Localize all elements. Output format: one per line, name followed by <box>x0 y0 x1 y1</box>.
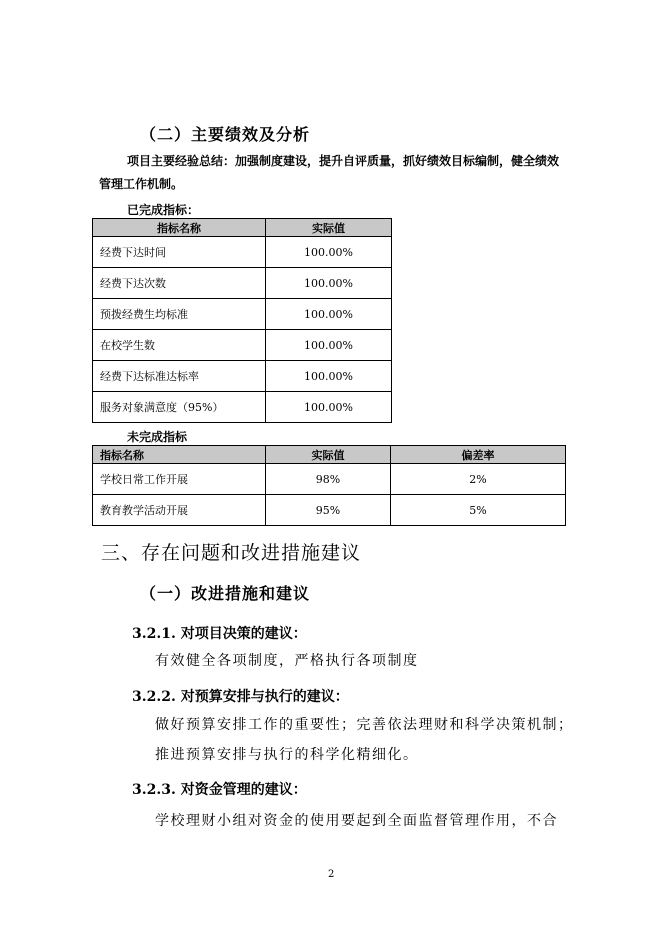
section-title: （二）主要绩效及分析 <box>140 125 311 144</box>
cell-name: 经费下达标准达标率 <box>93 361 266 392</box>
cell-value: 95% <box>266 495 391 526</box>
cell-deviation: 2% <box>391 464 566 495</box>
item-body-line: 有效健全各项制度，严格执行各项制度 <box>155 653 419 669</box>
item-body-line: 学校理财小组对资金的使用要起到全面监督管理作用，不合 <box>155 813 558 829</box>
table-header-row <box>93 446 566 464</box>
table-row <box>93 361 392 392</box>
table-row <box>93 464 566 495</box>
cell-value: 100.00% <box>266 299 392 330</box>
cell-deviation: 5% <box>391 495 566 526</box>
header-cell: 指标名称 <box>93 446 266 464</box>
cell-name: 服务对象满意度（95%） <box>93 392 266 423</box>
table-row <box>93 299 392 330</box>
cell-value: 100.00% <box>266 330 392 361</box>
header-cell: 偏差率 <box>391 446 566 464</box>
table-row <box>93 237 392 268</box>
incomplete-label: 未完成指标 <box>127 430 188 444</box>
item-body-line: 做好预算安排工作的重要性；完善依法理财和科学决策机制； <box>155 717 574 733</box>
cell-value: 100.00% <box>266 361 392 392</box>
subsection-title: （一）改进措施和建议 <box>140 584 311 603</box>
completed-table <box>92 218 392 423</box>
header-cell: 实际值 <box>266 446 391 464</box>
item-heading: 3.2.2. 对预算安排与执行的建议： <box>132 689 349 705</box>
page-number: 2 <box>328 869 335 880</box>
cell-name: 在校学生数 <box>93 330 266 361</box>
cell-name: 经费下达时间 <box>93 237 266 268</box>
completed-label: 已完成指标： <box>127 203 200 217</box>
item-heading: 3.2.3. 对资金管理的建议： <box>132 782 307 798</box>
header-cell: 实际值 <box>266 219 392 237</box>
summary-paragraph <box>99 150 567 196</box>
table-row <box>93 268 392 299</box>
table-row <box>93 392 392 423</box>
cell-value: 100.00% <box>266 268 392 299</box>
cell-name: 经费下达次数 <box>93 268 266 299</box>
table-row <box>93 330 392 361</box>
item-heading: 3.2.1. 对项目决策的建议： <box>132 626 307 642</box>
cell-value: 100.00% <box>266 392 392 423</box>
table-row <box>93 495 566 526</box>
chapter-title: 三、存在问题和改进措施建议 <box>101 542 362 564</box>
item-body-line: 推进预算安排与执行的科学化精细化。 <box>155 747 419 763</box>
cell-value: 100.00% <box>266 237 392 268</box>
cell-value: 98% <box>266 464 391 495</box>
summary-line-1: 项目主要经验总结：加强制度建设，提升自评质量，抓好绩效目标编制，健全绩效 <box>127 154 560 168</box>
table-header-row <box>93 219 392 237</box>
incomplete-table <box>92 445 566 526</box>
header-cell: 指标名称 <box>93 219 266 237</box>
summary-line-2: 管理工作机制。 <box>99 177 184 191</box>
cell-name: 学校日常工作开展 <box>93 464 266 495</box>
cell-name: 预拨经费生均标准 <box>93 299 266 330</box>
cell-name: 教育教学活动开展 <box>93 495 266 526</box>
